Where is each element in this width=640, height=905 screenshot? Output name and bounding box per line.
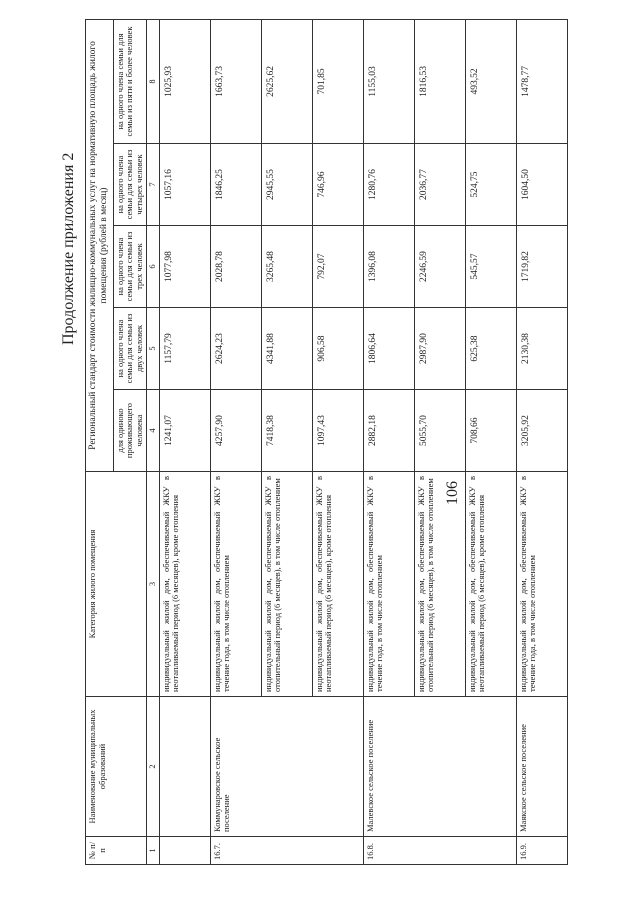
column-index-row	[147, 19, 160, 864]
value-family-2: 906,58	[312, 308, 363, 390]
page-number: 106	[444, 481, 461, 505]
row-name: Коммунаровское сельское поселение	[210, 697, 363, 837]
row-category: индивидуальный жилой дом, обеспечиваемый ЖКУ в неотапливаемый период (6 месяцев), кроме отопления	[159, 472, 210, 697]
value-single: 708,66	[465, 390, 516, 472]
value-family-5: 701,85	[312, 19, 363, 143]
value-family-2: 2130,38	[516, 308, 567, 390]
row-category: индивидуальный жилой дом, обеспечиваемый ЖКУ в течение года, в том числе отоплением	[363, 472, 414, 697]
value-family-3: 1396,08	[363, 226, 414, 308]
column-index: 3	[147, 472, 160, 697]
row-category: индивидуальный жилой дом, обеспечиваемый ЖКУ в неотапливаемый период (6 месяцев), кроме отопления	[312, 472, 363, 697]
table-row	[363, 19, 414, 864]
header-group: Региональный стандарт стоимости жилищно-коммунальных услуг на нормативную площадь жилого помещения (рублей в месяц)	[86, 19, 114, 471]
row-name	[159, 697, 210, 837]
table-header	[86, 19, 160, 864]
value-single: 1241,07	[159, 390, 210, 472]
value-family-5: 1025,93	[159, 19, 210, 143]
value-family-4: 2036,77	[414, 144, 465, 226]
row-category: индивидуальный жилой дом, обеспечиваемый ЖКУ в отопительный период (6 месяцев), в том числе отоплением	[261, 472, 312, 697]
row-category: индивидуальный жилой дом, обеспечиваемый ЖКУ в течение года, в том числе отоплением	[516, 472, 567, 697]
appendix-title: Продолжение приложения 2	[60, 152, 77, 345]
value-family-3: 3265,48	[261, 226, 312, 308]
value-family-2: 625,38	[465, 308, 516, 390]
column-index: 2	[147, 697, 160, 837]
header-family-3: на одного члена семьи для семьи из трех человек	[113, 226, 147, 308]
value-family-4: 524,75	[465, 144, 516, 226]
value-single: 7418,38	[261, 390, 312, 472]
table-body	[159, 19, 567, 864]
value-family-5: 1478,77	[516, 19, 567, 143]
row-name: Маякское сельское поселение	[516, 697, 567, 837]
column-index: 4	[147, 390, 160, 472]
table-row	[159, 19, 210, 864]
value-family-4: 1604,50	[516, 144, 567, 226]
header-name: Наименование муниципальных образований	[86, 697, 147, 837]
column-index: 8	[147, 19, 160, 143]
value-family-4: 746,96	[312, 144, 363, 226]
value-family-4: 1846,25	[210, 144, 261, 226]
value-family-3: 545,57	[465, 226, 516, 308]
value-family-3: 1077,98	[159, 226, 210, 308]
header-single: для одиноко проживающего человека	[113, 390, 147, 472]
row-category: индивидуальный жилой дом, обеспечиваемый ЖКУ в неотапливаемый период (6 месяцев), кроме отопления	[465, 472, 516, 697]
row-name: Малевское сельское поселение	[363, 697, 516, 837]
row-num: 16.9.	[516, 837, 567, 865]
value-family-2: 2987,90	[414, 308, 465, 390]
table-row	[210, 19, 261, 864]
header-family-4: на одного члена семьи для семьи из четырех человек	[113, 144, 147, 226]
column-index: 5	[147, 308, 160, 390]
header-num: № п/п	[86, 837, 147, 865]
tariff-table	[85, 19, 568, 865]
value-family-4: 1280,76	[363, 144, 414, 226]
value-family-2: 1806,64	[363, 308, 414, 390]
value-family-5: 1663,73	[210, 19, 261, 143]
value-family-4: 2945,55	[261, 144, 312, 226]
value-family-5: 493,52	[465, 19, 516, 143]
value-family-2: 1157,79	[159, 308, 210, 390]
value-family-5: 2625,62	[261, 19, 312, 143]
column-index: 7	[147, 144, 160, 226]
value-family-5: 1816,53	[414, 19, 465, 143]
row-category: индивидуальный жилой дом, обеспечиваемый ЖКУ в течение года, в том числе отоплением	[210, 472, 261, 697]
value-single: 2882,18	[363, 390, 414, 472]
header-category: Категория жилого помещения	[86, 472, 147, 697]
header-family-5: на одного члена семьи для семьи из пяти и более человек	[113, 19, 147, 143]
value-family-3: 2028,78	[210, 226, 261, 308]
column-index: 1	[147, 837, 160, 865]
row-num	[159, 837, 210, 865]
value-family-3: 2246,59	[414, 226, 465, 308]
header-family-2: на одного члена семьи для семьи из двух человек	[113, 308, 147, 390]
value-single: 3205,92	[516, 390, 567, 472]
value-family-2: 4341,88	[261, 308, 312, 390]
value-family-5: 1155,03	[363, 19, 414, 143]
value-single: 1097,43	[312, 390, 363, 472]
value-family-3: 1719,82	[516, 226, 567, 308]
value-family-2: 2624,23	[210, 308, 261, 390]
row-category: индивидуальный жилой дом, обеспечиваемый ЖКУ в отопительный период (6 месяцев), в том числе отоплением	[414, 472, 465, 697]
column-index: 6	[147, 226, 160, 308]
value-single: 5055,70	[414, 390, 465, 472]
row-num: 16.7.	[210, 837, 363, 865]
value-family-4: 1057,16	[159, 144, 210, 226]
table-row	[516, 19, 567, 864]
row-num: 16.8.	[363, 837, 516, 865]
value-single: 4257,90	[210, 390, 261, 472]
value-family-3: 792,07	[312, 226, 363, 308]
